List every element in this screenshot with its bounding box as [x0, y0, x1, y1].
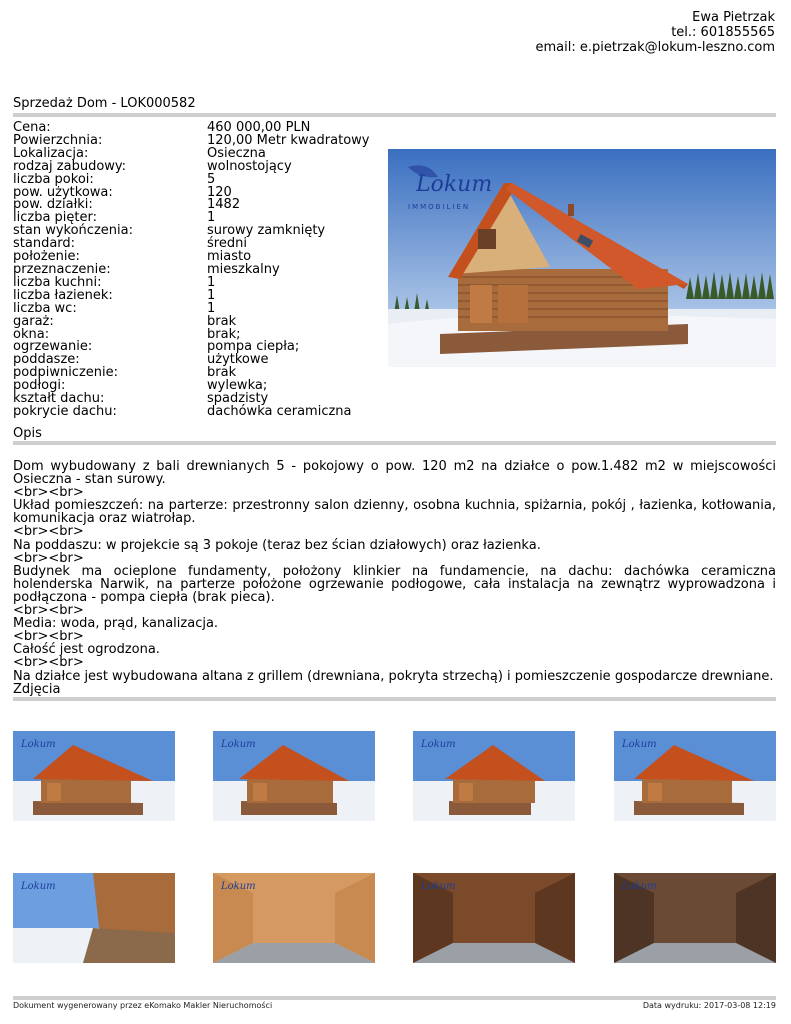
property-label: poddasze:	[13, 352, 80, 368]
logo-brand: Lokum	[416, 172, 493, 197]
property-label: liczba kuchni:	[13, 274, 102, 290]
property-value: średni	[207, 236, 247, 252]
property-value: użytkowe	[207, 352, 269, 368]
photo-thumbnail[interactable]	[413, 731, 575, 821]
property-label: okna:	[13, 326, 50, 342]
photo-thumbnail[interactable]	[413, 873, 575, 963]
photo-thumbnail[interactable]	[213, 731, 375, 821]
svg-text:Lokum: Lokum	[622, 881, 657, 892]
property-value: pompa ciepła;	[207, 339, 300, 355]
property-label: położenie:	[13, 249, 80, 265]
description-paragraph: <br><br>	[13, 524, 84, 540]
title-divider	[13, 113, 776, 117]
property-value: brak;	[207, 326, 241, 342]
svg-text:Lokum: Lokum	[421, 881, 456, 892]
photo-thumbnail[interactable]	[13, 731, 175, 821]
property-label: ogrzewanie:	[13, 339, 93, 355]
svg-text:Lokum: Lokum	[221, 739, 256, 750]
description-paragraph: Media: woda, prąd, kanalizacja.	[13, 616, 219, 632]
property-value: wolnostojący	[207, 158, 292, 174]
photos-heading: Zdjęcia	[13, 682, 61, 697]
property-label: Cena:	[13, 120, 51, 135]
property-details	[13, 122, 369, 419]
property-value: brak	[207, 313, 237, 329]
description-paragraph: <br><br>	[13, 550, 84, 566]
property-value: 1	[207, 300, 216, 316]
agent-phone: tel.: 601855565	[671, 25, 775, 40]
description-paragraph: <br><br>	[13, 603, 84, 619]
property-value: miasto	[207, 249, 252, 265]
property-label: stan wykończenia:	[13, 223, 133, 239]
property-label: przeznaczenie:	[13, 261, 111, 277]
property-value: surowy zamknięty	[207, 223, 326, 239]
property-value: wylewka;	[207, 378, 268, 394]
property-value: Osieczna	[207, 145, 266, 161]
svg-text:Lokum: Lokum	[622, 739, 657, 750]
property-label: Powierzchnia:	[13, 132, 103, 148]
property-value: 5	[207, 171, 216, 187]
description-paragraph: Całość jest ogrodzona.	[13, 642, 160, 658]
footer-print-date: Data wydruku: 2017-03-08 12:19	[642, 1001, 776, 1010]
property-value: spadzisty	[207, 391, 269, 407]
property-label: podłogi:	[13, 378, 66, 394]
description-paragraph: Na działce jest wybudowana altana z grillem (drewniana, pokryta strzechą) i pomieszczenie gospodarcze drewniane.	[13, 668, 774, 684]
property-value: 1	[207, 274, 216, 290]
description-paragraph: Układ pomieszczeń: na parterze: przestronny salon dzienny, osobna kuchnia, spiżarnia, pokój , łazienka, kotłowania, komunikacja oraz wiatrołap.	[13, 498, 776, 527]
property-row	[13, 367, 369, 380]
agent-email: email: e.pietrzak@lokum-leszno.com	[535, 40, 775, 55]
property-label: standard:	[13, 236, 76, 252]
description-paragraph: <br><br>	[13, 655, 84, 671]
svg-text:Lokum: Lokum	[21, 881, 56, 892]
property-label: kształt dachu:	[13, 391, 105, 407]
description-paragraph: Na poddaszu: w projekcie są 3 pokoje (teraz bez ścian działowych) oraz łazienka.	[13, 537, 541, 553]
description-heading: Opis	[13, 426, 42, 441]
property-value: 1	[207, 287, 216, 303]
description-paragraph: Dom wybudowany z bali drewnianych 5 - pokojowy o pow. 120 m2 na działce o pow.1.482 m2 w miejscowości Osieczna - stan surowy.	[13, 459, 776, 488]
logo-sub: IMMOBILIEN	[408, 203, 471, 211]
photo-thumbnail[interactable]	[213, 873, 375, 963]
agent-contact	[536, 10, 775, 55]
description-paragraph: Budynek ma ocieplone fundamenty, położony klinkier na fundamencie, na dachu: dachówka ceramiczna holenderska Narwik, na parterze położone ogrzewanie podłogowe, cała instalacja na zewnątrz wyprowadzona i podłączona - pompa ciepła (brak pieca).	[13, 563, 776, 605]
property-label: liczba pokoi:	[13, 171, 94, 187]
footer-divider	[13, 996, 776, 1000]
photo-thumbnail[interactable]	[614, 873, 776, 963]
property-value: 460 000,00 PLN	[207, 120, 311, 135]
property-label: Lokalizacja:	[13, 145, 89, 161]
property-value: 120,00 Metr kwadratowy	[207, 132, 370, 148]
property-label: pow. działki:	[13, 197, 93, 213]
svg-text:Lokum: Lokum	[21, 739, 56, 750]
property-label: liczba wc:	[13, 300, 77, 316]
property-value: dachówka ceramiczna	[207, 403, 352, 419]
agent-name: Ewa Pietrzak	[692, 10, 775, 25]
property-label: liczba łazienek:	[13, 287, 113, 303]
description-paragraph: <br><br>	[13, 629, 84, 645]
property-value: mieszkalny	[207, 261, 280, 277]
description-divider	[13, 441, 776, 445]
footer-generated-by: Dokument wygenerowany przez eKomako Makler Nieruchomości	[13, 1001, 273, 1010]
description-paragraph: <br><br>	[13, 485, 84, 501]
property-value: brak	[207, 365, 237, 381]
property-row	[13, 313, 369, 329]
photo-thumbnail[interactable]	[614, 731, 776, 821]
main-property-photo	[388, 149, 776, 367]
property-label: garaż:	[13, 313, 54, 329]
photo-thumbnail[interactable]	[13, 873, 175, 963]
property-label: pow. użytkowa:	[13, 184, 113, 200]
svg-text:Lokum: Lokum	[221, 881, 256, 892]
property-label: pokrycie dachu:	[13, 403, 117, 419]
property-label: podpiwniczenie:	[13, 365, 119, 381]
property-label: liczba pięter:	[13, 210, 97, 226]
photos-divider	[13, 697, 776, 701]
listing-title: Sprzedaż Dom - LOK000582	[13, 96, 196, 111]
svg-text:Lokum: Lokum	[421, 739, 456, 750]
property-value: 1482	[207, 197, 241, 213]
property-row	[13, 403, 369, 419]
description-body	[13, 460, 776, 683]
property-label: rodzaj zabudowy:	[13, 158, 127, 174]
property-value: 1	[207, 210, 216, 226]
property-value: 120	[207, 184, 232, 200]
property-row	[13, 300, 369, 316]
